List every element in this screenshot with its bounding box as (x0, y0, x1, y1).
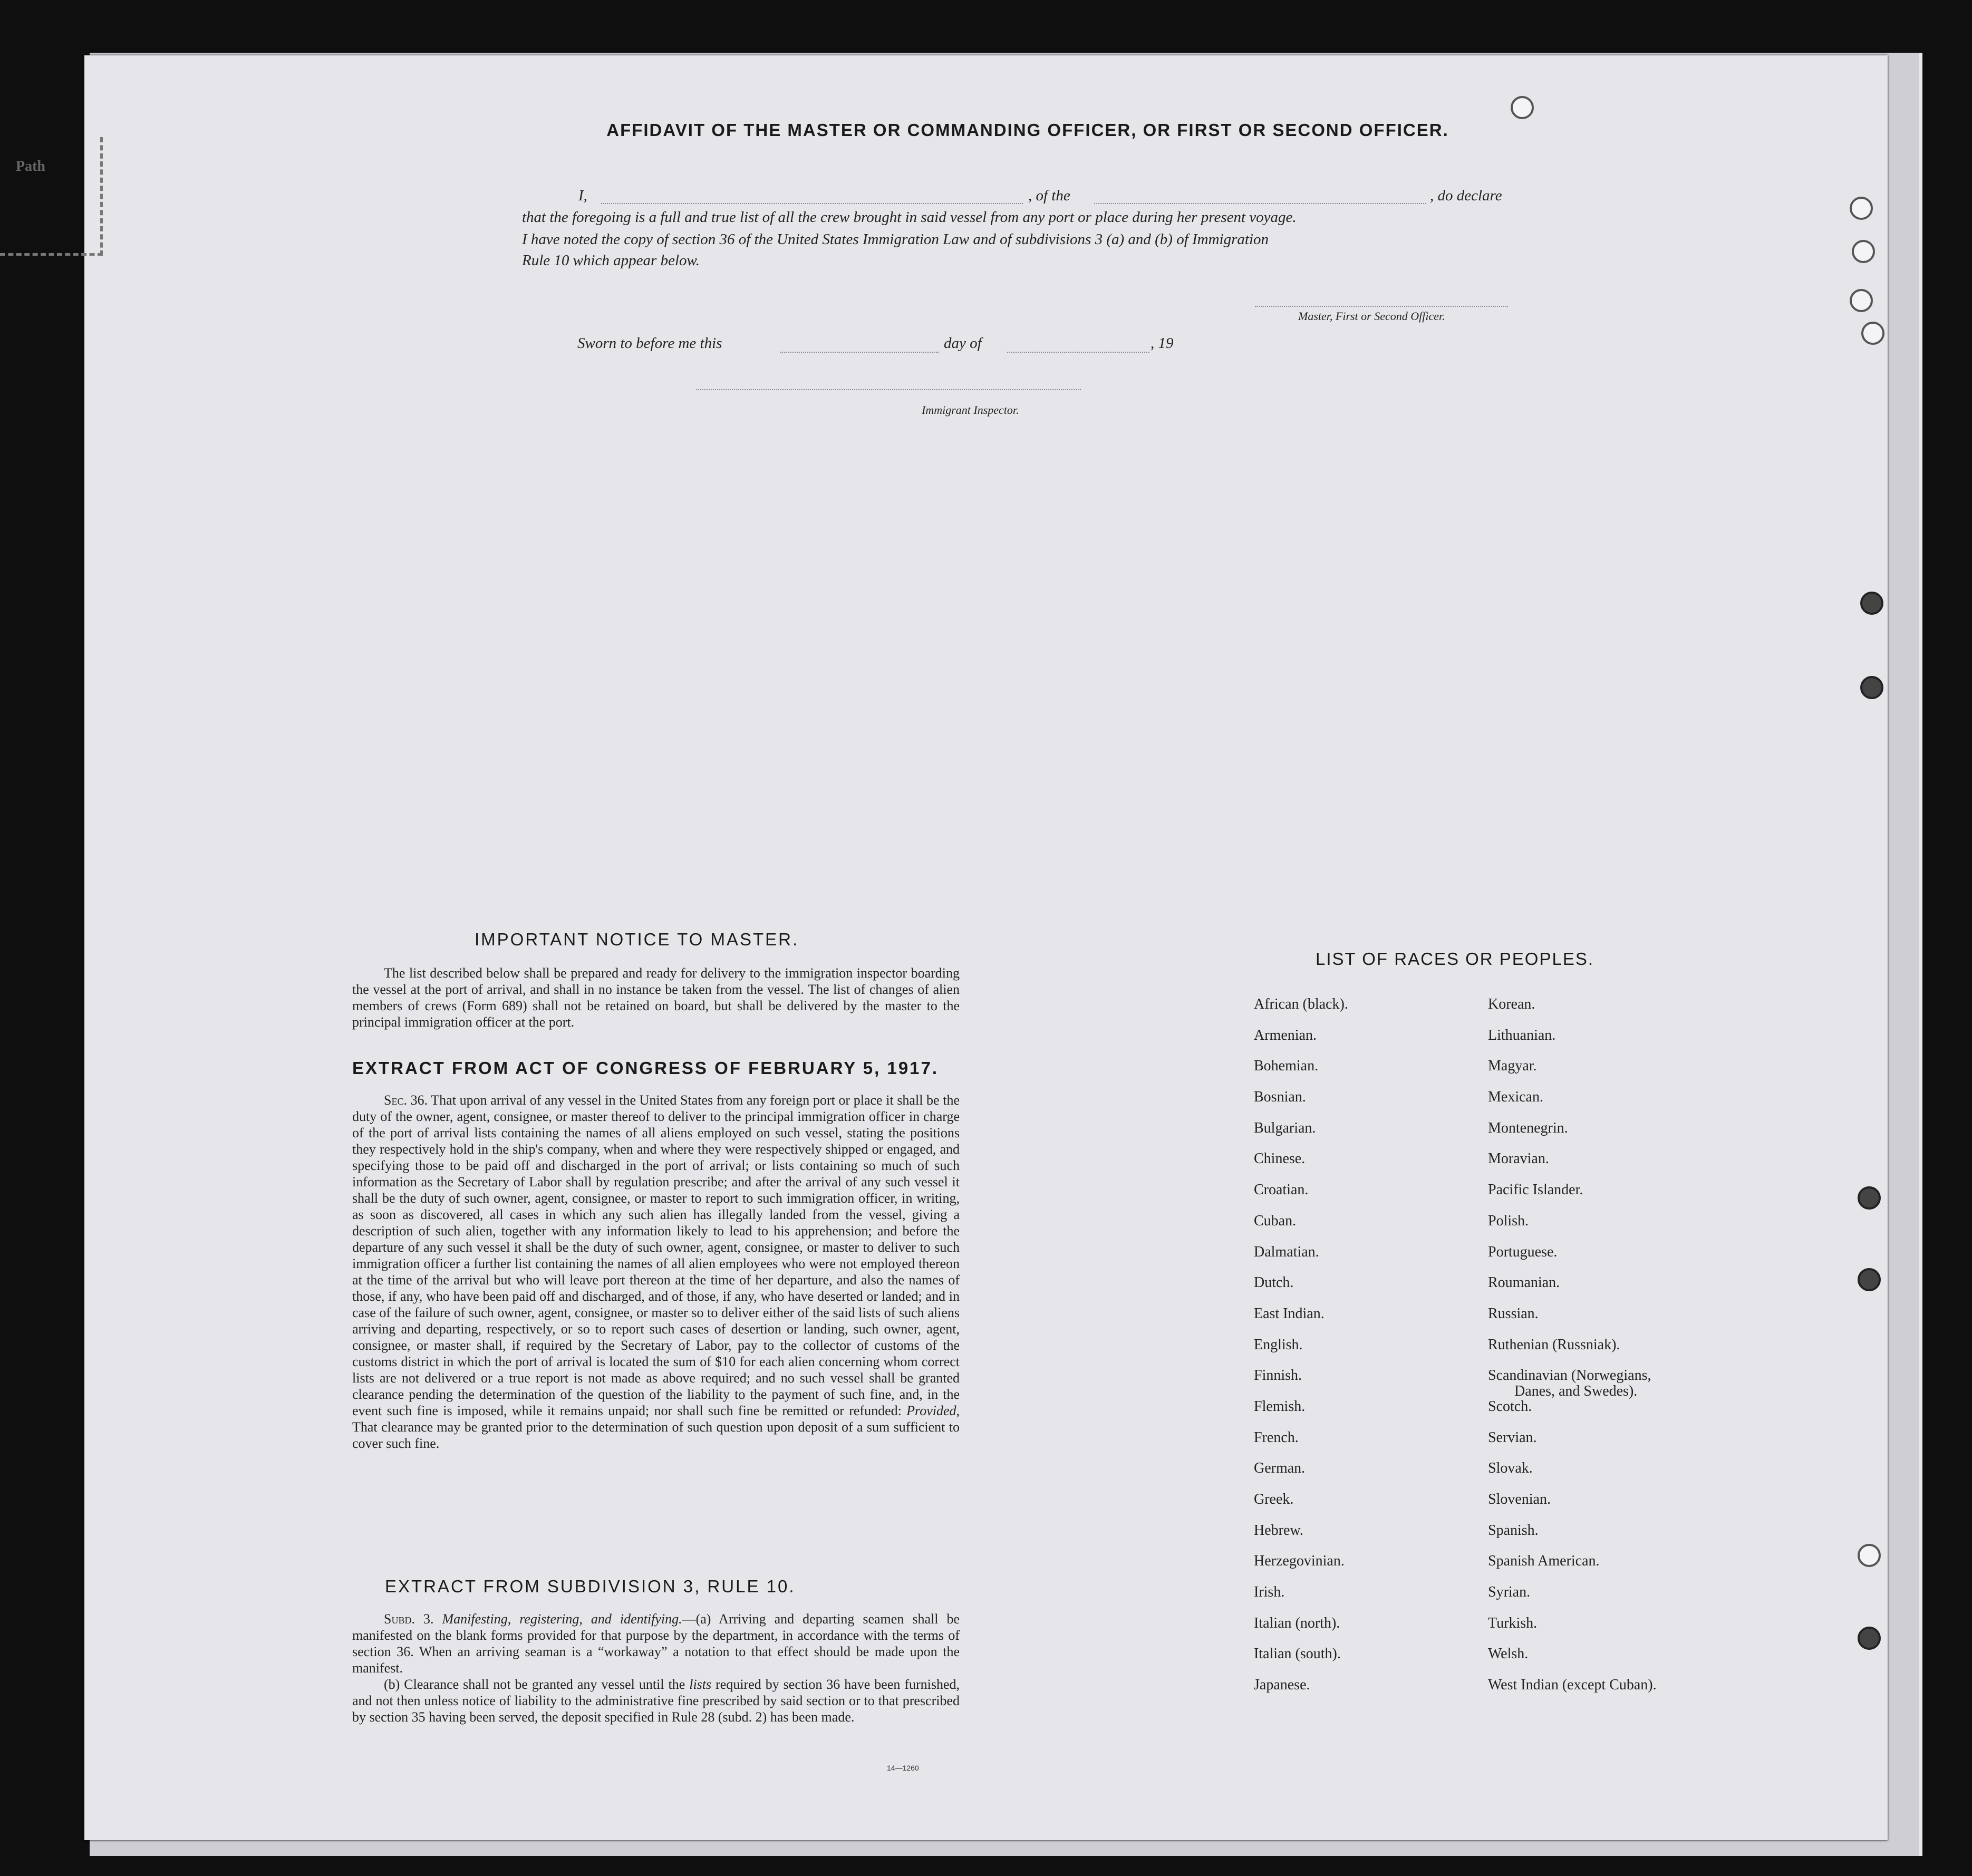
provided-word: Provided, (906, 1403, 960, 1418)
form-number: 14—1260 (887, 1764, 919, 1772)
notice-paragraph: The list described below shall be prepared and ready for delivery to the immigration inspector boarding the vessel at the port of arrival, and shall in no instance be taken from the vessel. The list of changes of alien members of crews (Form 689) shall not be retained on board, but shall be delivered by the master to the principal immigration officer at the port. (352, 965, 960, 1030)
affidavit-title: AFFIDAVIT OF THE MASTER OR COMMANDING OFFICER, OR FIRST OR SECOND OFFICER. (606, 120, 1449, 140)
race-item: Turkish. (1488, 1614, 1538, 1631)
sworn-day-line[interactable] (780, 352, 939, 353)
year-text: , 19 (1151, 335, 1174, 352)
day-of-text: day of (944, 335, 982, 352)
punch-hole (1850, 197, 1873, 220)
race-item: Slovenian. (1488, 1491, 1551, 1507)
races-column-2 (1488, 997, 1657, 1708)
races-column-1 (1254, 997, 1348, 1708)
a-label: —(a) (682, 1611, 711, 1627)
race-item: Spanish American. (1488, 1553, 1600, 1570)
race-item: Magyar. (1488, 1058, 1537, 1075)
race-item: Hebrew. (1254, 1522, 1303, 1539)
b-text-1: Clearance shall not be granted any vessel until the (404, 1677, 685, 1692)
b-text-2: required by section 36 have been furnished, and not then unless notice of liability to the administrative fine prescribed by said section or to that prescribed by section 35 having been served, the deposit specified in Rule 28 (subd. 2) has been made. (352, 1677, 960, 1725)
race-item: Welsh. (1488, 1646, 1529, 1662)
punch-hole (1858, 1627, 1881, 1650)
inspector-label: Immigrant Inspector. (922, 403, 1019, 417)
race-item: Portuguese. (1488, 1243, 1558, 1260)
b-lists: lists (689, 1677, 712, 1692)
race-item: Bulgarian. (1254, 1119, 1316, 1136)
race-item: Italian (south). (1254, 1646, 1341, 1662)
race-item: Greek. (1254, 1491, 1294, 1507)
race-item: Slovak. (1488, 1460, 1533, 1477)
punch-hole (1861, 322, 1884, 345)
affidavit-of-the: , of the (1028, 187, 1070, 204)
race-item: Roumanian. (1488, 1274, 1560, 1291)
race-item-line: Scandinavian (Norwegians, (1488, 1367, 1651, 1384)
extract-act-heading: EXTRACT FROM ACT OF CONGRESS OF FEBRUARY 5, 1917. (352, 1058, 939, 1078)
punch-hole (1860, 592, 1883, 615)
race-item: Cuban. (1254, 1212, 1297, 1229)
notice-text (352, 965, 960, 1030)
race-item (1488, 1368, 1657, 1399)
race-item: Servian. (1488, 1429, 1537, 1446)
race-item: Chinese. (1254, 1150, 1306, 1167)
extract-rule-heading: EXTRACT FROM SUBDIVISION 3, RULE 10. (385, 1577, 796, 1596)
race-item: Croatian. (1254, 1182, 1309, 1198)
master-signature-label: Master, First or Second Officer. (1298, 310, 1445, 323)
affidavit-i: I, (578, 187, 587, 204)
race-item: Italian (north). (1254, 1614, 1340, 1631)
affidavit-do-declare: , do declare (1430, 187, 1502, 204)
a-text: Arriving and departing seamen shall be manifested on the blank forms provided for that purpose by the department, in accordance with the terms of section 36. When an arriving seaman is a “workaway” a notation to that effect should be made upon the manifest. (352, 1611, 960, 1676)
race-item: Spanish. (1488, 1522, 1539, 1539)
race-item: Bosnian. (1254, 1089, 1306, 1106)
races-heading: LIST OF RACES OR PEOPLES. (1316, 949, 1594, 969)
sworn-month-line[interactable] (1007, 352, 1149, 353)
punch-hole (1860, 676, 1883, 699)
affidavit-line-2: that the foregoing is a full and true list of all the crew brought in said vessel from any port or place during her present voyage. (522, 209, 1297, 226)
race-item: Bohemian. (1254, 1058, 1319, 1075)
b-label: (b) (384, 1677, 400, 1692)
punch-hole (1850, 289, 1873, 312)
name-blank-line[interactable] (601, 203, 1023, 204)
race-item: French. (1254, 1429, 1299, 1446)
race-item: Flemish. (1254, 1398, 1306, 1415)
extract-act-text (352, 1092, 960, 1452)
race-item: Mexican. (1488, 1089, 1543, 1106)
notice-heading: IMPORTANT NOTICE TO MASTER. (475, 930, 799, 949)
race-item: African (black). (1254, 996, 1348, 1012)
race-item-continuation: Danes, and Swedes). (1514, 1383, 1638, 1400)
race-item: Herzegovinian. (1254, 1553, 1345, 1570)
punch-hole (1511, 96, 1534, 119)
master-signature-line[interactable] (1255, 306, 1508, 307)
extract-rule-text (352, 1611, 960, 1725)
race-item: Korean. (1488, 996, 1535, 1012)
race-item: Russian. (1488, 1305, 1539, 1322)
vessel-blank-line[interactable] (1094, 203, 1426, 204)
subd-title: Manifesting, registering, and identifying. (442, 1611, 682, 1627)
race-item: Irish. (1254, 1584, 1285, 1601)
race-item: German. (1254, 1460, 1306, 1477)
race-item: West Indian (except Cuban). (1488, 1677, 1657, 1694)
race-item: Japanese. (1254, 1677, 1310, 1694)
race-item: Syrian. (1488, 1584, 1531, 1601)
race-item: Finnish. (1254, 1367, 1302, 1384)
race-item: Ruthenian (Russniak). (1488, 1336, 1620, 1353)
sworn-text: Sworn to before me this (577, 335, 722, 352)
race-item: Dalmatian. (1254, 1243, 1319, 1260)
race-item: Scotch. (1488, 1398, 1532, 1415)
stamp-mark: Path (0, 137, 103, 256)
punch-hole (1858, 1268, 1881, 1291)
inspector-signature-line[interactable] (696, 389, 1081, 390)
affidavit-line-3: I have noted the copy of section 36 of the United States Immigration Law and of subdivisions 3 (a) and (b) of Immigration (522, 231, 1269, 248)
race-item: Dutch. (1254, 1274, 1294, 1291)
race-item: Moravian. (1488, 1150, 1549, 1167)
race-item: English. (1254, 1336, 1303, 1353)
race-item: Armenian. (1254, 1027, 1317, 1043)
punch-hole (1858, 1186, 1881, 1210)
race-item: Polish. (1488, 1212, 1529, 1229)
subd-label: Subd. 3. (384, 1611, 434, 1627)
race-item: East Indian. (1254, 1305, 1325, 1322)
race-item: Montenegrin. (1488, 1119, 1568, 1136)
sec-36-end: That clearance may be granted prior to the determination of such question upon deposit of a sum sufficient to cover such fine. (352, 1419, 960, 1451)
punch-hole (1858, 1544, 1881, 1567)
race-item: Pacific Islander. (1488, 1182, 1583, 1198)
affidavit-line-4: Rule 10 which appear below. (522, 252, 700, 269)
sec-label: Sec. 36. (384, 1092, 428, 1108)
race-item: Lithuanian. (1488, 1027, 1556, 1043)
sec-36-body: That upon arrival of any vessel in the United States from any foreign port or place it shall be the duty of the owner, agent, consignee, or master thereof to deliver to the principal immigration officer in charge of the port of arrival lists containing the names of all aliens employed on such vessel, stating the positions they respectively hold in the ship's company, when and where they were respectively shipped or engaged, and specifying those to be paid off and discharged in the port of arrival; or lists containing so much of such information as the Secretary of Labor shall by regulation prescribe; and after the arrival of any such vessel it shall be the duty of such owner, agent, consignee, or master to report to such immigration officer, in writing, as soon as discovered, all cases in which any such alien has illegally landed from the vessel, giving a description of such alien, together with any information likely to lead to his apprehension; and before the departure of any such vessel it shall be the duty of such owner, agent, consignee, or master to deliver to such immigration officer a further list containing the names of all alien employees who were not employed thereon at the time of the arrival but who will leave port thereon at the time of her departure, and also the names of those, if any, who have been paid off and discharged, and of those, if any, who have deserted or landed; and in case of the failure of such owner, agent, consignee, or master so to deliver either of the said lists of such aliens arriving and departing, respectively, or so to report such cases of desertion or landing, such owner, agent, consignee, or master shall, if required by the Secretary of Labor, pay to the collector of customs of the customs district in which the port of arrival is located the sum of $10 for each alien concerning whom correct lists are not delivered or a true report is not made as above required; and no such vessel shall be granted clearance pending the determination of the question of the liability to the payment of such fine, and, in the event such fine is imposed, while it remains unpaid; nor shall such fine be remitted or refunded: (352, 1092, 960, 1418)
punch-hole (1852, 240, 1875, 263)
